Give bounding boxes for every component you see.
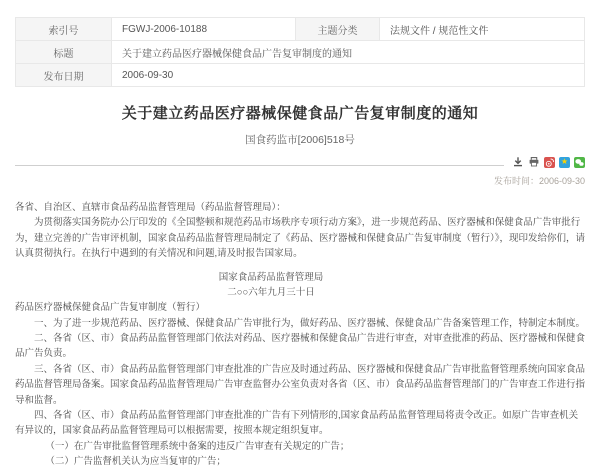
publish-time-date: 2006-09-30 <box>538 176 585 186</box>
publish-date-label: 发布日期 <box>16 64 112 87</box>
publish-time-label: 发布时间： <box>493 176 539 186</box>
signature-block <box>15 270 585 301</box>
title-value: 关于建立药品医疗器械保健食品广告复审制度的通知 <box>112 41 585 64</box>
article-body <box>15 200 585 469</box>
article-item-1: 一、为了进一步规范药品、医疗器械、保健食品广告审批行为，做好药品、医疗器械、保健食品广告备案管理工作，特制定本制度。 <box>34 317 586 329</box>
signer: 国家食品药品监督管理局 <box>218 271 324 283</box>
toolbar-icons <box>512 156 585 168</box>
share-wechat-icon[interactable] <box>574 157 585 168</box>
share-qzone-icon[interactable] <box>559 157 570 168</box>
index-number-label: 索引号 <box>16 18 112 41</box>
intro-paragraph: 为贯彻落实国务院办公厅印发的《全国整顿和规范药品市场秩序专项行动方案》，进一步规范药品、医疗器械和保健食品广告审批行为，建立完善的广告审评机制，国家食品药品监督管理局制定了《药品、医疗器械和保健食品广告复审制度（暂行）》，现印发给你们，请认真贯彻执行。在执行中遇到的有关情况和问题,请及时报告国家局。 <box>15 217 586 260</box>
qzone-star-glyph: ★ <box>560 157 569 166</box>
article-item-3: 三、各省（区、市）食品药品监督管理部门审查批准的广告应及时通过药品、医疗器械和保健食品广告审批监督管理系统向国家食品药品监督管理局备案。国家食品药品监督管理局广告审查监督办公室负责对各省（区、市）食品药品监督管理部门的广告审查工作进行指导和监督。 <box>15 363 586 406</box>
document-number: 国食药监市[2006]518号 <box>245 134 355 146</box>
print-icon[interactable] <box>528 156 540 168</box>
title-label: 标题 <box>16 41 112 64</box>
divider <box>15 165 504 166</box>
toolbar <box>15 156 585 168</box>
table-row <box>16 18 585 41</box>
index-number-value: FGWJ-2006-10188 <box>112 18 296 41</box>
page-title: 关于建立药品医疗器械保健食品广告复审制度的通知 <box>121 105 479 122</box>
salutation: 各省、自治区、直辖市食品药品监督管理局（药品监督管理局）： <box>15 202 286 213</box>
article-item-4: 四、各省（区、市）食品药品监督管理部门审查批准的广告有下列情形的,国家食品药品监督管理局将责令改正。如原广告审查机关有异议的，国家食品药品监督管理局可以根据需要，按照本规定组织复审。 <box>15 409 579 437</box>
document-meta-table <box>15 17 585 87</box>
publish-date-value: 2006-09-30 <box>112 64 585 87</box>
download-icon[interactable] <box>512 156 524 168</box>
table-row <box>16 64 585 87</box>
share-weibo-icon[interactable] <box>544 157 555 168</box>
section-title: 药品医疗器械保健食品广告复审制度（暂行） <box>15 302 206 314</box>
article-item-2: 二、各省（区、市）食品药品监督管理部门依法对药品、医疗器械和保健食品广告进行审查，对审查批准的药品、医疗器械和保健食品广告负责。 <box>15 333 586 360</box>
publish-time <box>15 174 585 187</box>
topic-category-value: 法规文件 / 规范性文件 <box>380 18 585 41</box>
topic-category-label: 主题分类 <box>296 18 380 41</box>
sign-date: 二○○六年九月三十日 <box>227 286 315 298</box>
sub-item-2: （二）广告监督机关认为应当复审的广告； <box>45 456 226 467</box>
table-row <box>16 41 585 64</box>
sub-item-1: （一）在广告审批监督管理系统中备案的违反广告审查有关规定的广告； <box>45 440 350 452</box>
